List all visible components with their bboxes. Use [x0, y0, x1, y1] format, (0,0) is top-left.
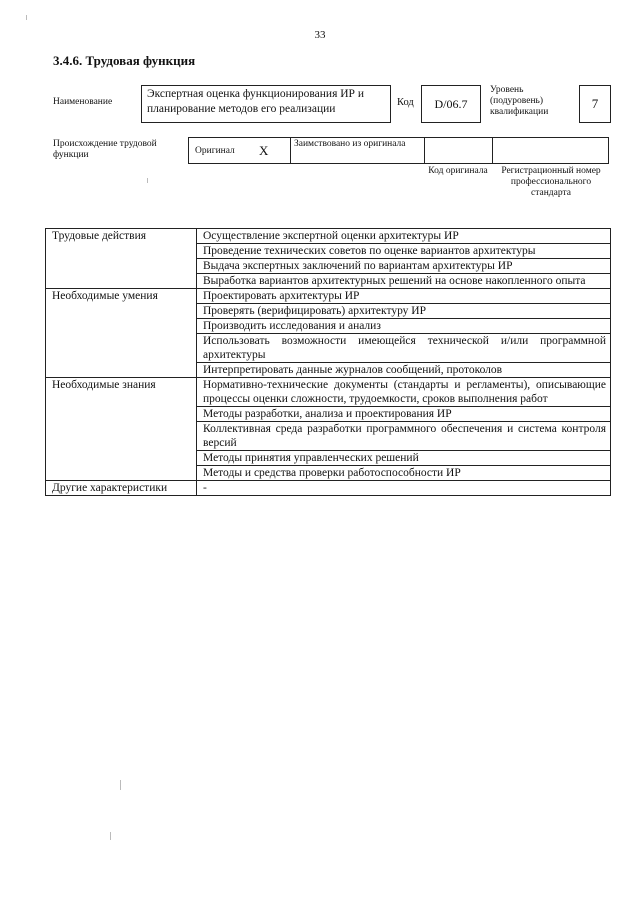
section-heading: 3.4.6. Трудовая функция — [53, 53, 196, 68]
scan-mark — [147, 178, 148, 183]
table-cell: Проверять (верифицировать) архитектуру ИР — [197, 304, 611, 319]
table-cell: Использовать возможности имеющейся технической и/или программной архитектуры — [197, 334, 611, 363]
table-cell: Проведение технических советов по оценке вариантов архитектуры — [197, 244, 611, 259]
table-cell: Производить исследования и анализ — [197, 319, 611, 334]
table-cell: Методы разработки, анализа и проектирования ИР — [197, 407, 611, 422]
function-table — [45, 228, 611, 496]
original-cell — [189, 138, 291, 163]
code-label: Код — [397, 97, 414, 108]
scan-mark — [26, 15, 27, 20]
original-label: Оригинал — [195, 146, 235, 156]
table-cell: Нормативно-технические документы (стандарты и регламенты), описывающие процессы оценки сложности, трудоемкости, сроков выполнения работ — [197, 378, 611, 407]
table-cell: Методы принятия управленческих решений — [197, 451, 611, 466]
table-cell: Выдача экспертных заключений по вариантам архитектуры ИР — [197, 259, 611, 274]
table-cell: Выработка вариантов архитектурных решений на основе накопленного опыта — [197, 274, 611, 289]
table-cell: Осуществление экспертной оценки архитектуры ИР — [197, 229, 611, 244]
original-mark: X — [259, 143, 269, 158]
row-label: Другие характеристики — [46, 481, 197, 496]
table-cell: Коллективная среда разработки программного обеспечения и система контроля версий — [197, 422, 611, 451]
function-name: Экспертная оценка функционирования ИР и планирование методов его реализации — [141, 85, 391, 123]
page-number: 33 — [314, 29, 326, 41]
borrowed-label: Заимствовано из оригинала — [294, 139, 406, 149]
table-row — [46, 289, 611, 304]
origin-row — [188, 137, 609, 164]
name-label: Наименование — [53, 97, 113, 107]
table-row — [46, 378, 611, 407]
code-value: D/06.7 — [421, 85, 481, 123]
origin-label: Происхождение трудовой функции — [53, 139, 157, 160]
row-label: Необходимые знания — [46, 378, 197, 481]
table-cell: Интерпретировать данные журналов сообщений, протоколов — [197, 363, 611, 378]
borrowed-cell — [291, 138, 425, 163]
row-label: Необходимые умения — [46, 289, 197, 378]
table-cell: - — [197, 481, 611, 496]
origin-code-cell — [425, 138, 493, 163]
table-cell: Методы и средства проверки работоспособности ИР — [197, 466, 611, 481]
table-row — [46, 229, 611, 244]
level-label: Уровень (подуровень) квалификации — [490, 85, 549, 117]
origin-code-caption: Код оригинала — [428, 166, 488, 176]
table-cell: Проектировать архитектуры ИР — [197, 289, 611, 304]
level-value: 7 — [579, 85, 611, 123]
scan-mark — [110, 832, 111, 840]
scan-mark — [120, 780, 121, 790]
table-row — [46, 481, 611, 496]
row-label: Трудовые действия — [46, 229, 197, 289]
reg-number-caption: Регистрационный номер профессионального стандарта — [501, 166, 601, 198]
reg-number-cell — [493, 138, 608, 163]
